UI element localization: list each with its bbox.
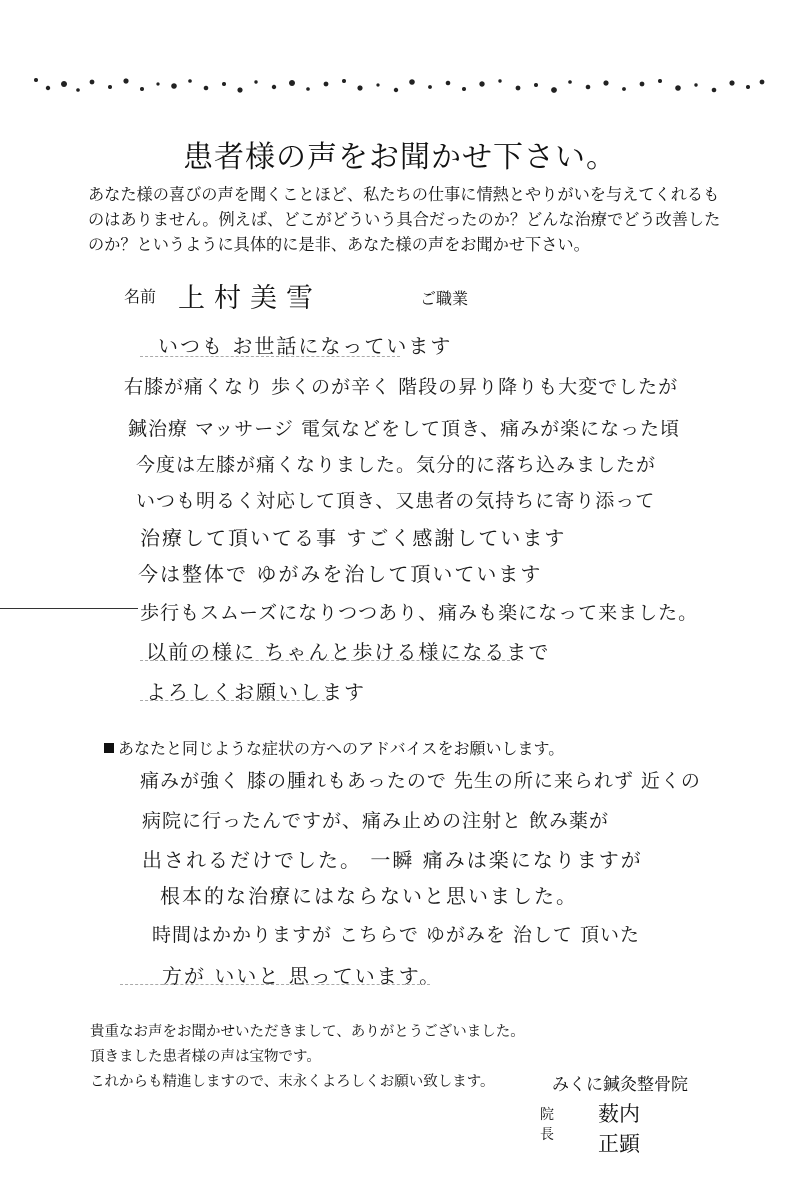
advice-line: 根本的な治療にはならないと思いました。 — [160, 884, 578, 908]
thanks-line: これからも精進しますので、末永くよろしくお願い致します。 — [90, 1074, 495, 1090]
voice-line: 今度は左膝が痛くなりました。気分的に落ち込みましたが — [136, 454, 657, 476]
square-bullet-icon — [104, 743, 114, 753]
page-title: 患者様の声をお聞かせ下さい。 — [183, 140, 617, 175]
decorative-dotted-border — [30, 72, 770, 102]
advice-heading-text: あなたと同じような症状の方へのアドバイスをお願いします。 — [118, 739, 565, 758]
clinic-name: みくに鍼灸整骨院 — [552, 1075, 688, 1095]
voice-line: いつも明るく対応して頂き、又患者の気持ちに寄り添って — [136, 490, 656, 512]
voice-line: 歩行もスムーズになりつつあり、痛みも楽になって来ました。 — [140, 602, 699, 624]
advice-line: 病院に行ったんですが、痛み止めの注射と 飲み薬が — [142, 810, 610, 832]
advice-line: 痛みが強く 膝の腫れもあったので 先生の所に来られず 近くの — [140, 770, 701, 792]
advice-heading — [104, 736, 564, 759]
advice-line: 時間はかかりますが こちらで ゆがみを 治して 頂いた — [152, 924, 640, 946]
voice-line: 治療して頂いてる事 すごく感謝しています — [140, 526, 567, 550]
advice-line: 出されるだけでした。 一瞬 痛みは楽になりますが — [142, 848, 643, 872]
voice-line: 以前の様に ちゃんと歩ける様になるまで — [146, 640, 551, 664]
thanks-line: 貴重なお声をお聞かせいただきまして、ありがとうございました。 — [90, 1024, 525, 1040]
voice-line: 鍼治療 マッサージ 電気などをして頂き、痛みが楽になった頃 — [128, 418, 681, 440]
thanks-line: 頂きました患者様の声は宝物です。 — [90, 1049, 321, 1065]
writing-guide-line — [140, 700, 330, 701]
voice-line: 今は整体で ゆがみを治して頂いています — [138, 562, 543, 586]
director-name: 薮内 正顕 — [598, 1102, 661, 1156]
intro-text: あなた様の喜びの声を聞くことほど、私たちの仕事に情熱とやりがいを与えてくれるものはありません。例えば、どこがどういう具合だったのか？どんな治療でどう改善したのか？というように具体的に是非、あなた様の声をお聞かせ下さい。 — [88, 185, 721, 254]
occupation-label: ご職業 — [420, 289, 469, 308]
voice-line: 右膝が痛くなり 歩くのが辛く 階段の昇り降りも大変でしたが — [124, 376, 679, 398]
handwritten-name: 上村美雪 — [178, 283, 322, 314]
writing-guide-line — [120, 984, 430, 985]
thanks-message — [90, 1020, 525, 1095]
voice-line: よろしくお願いします — [146, 680, 366, 704]
voice-line: いつも お世話になっています — [158, 334, 453, 358]
advice-line: 方が いいと 思っています。 — [162, 964, 442, 988]
writing-guide-line — [140, 660, 520, 661]
director-title: 院長 — [540, 1107, 554, 1143]
writing-guide-line — [140, 356, 400, 357]
name-label: 名前 — [124, 287, 157, 306]
writing-guide-line — [0, 608, 138, 609]
name-row — [124, 276, 724, 312]
